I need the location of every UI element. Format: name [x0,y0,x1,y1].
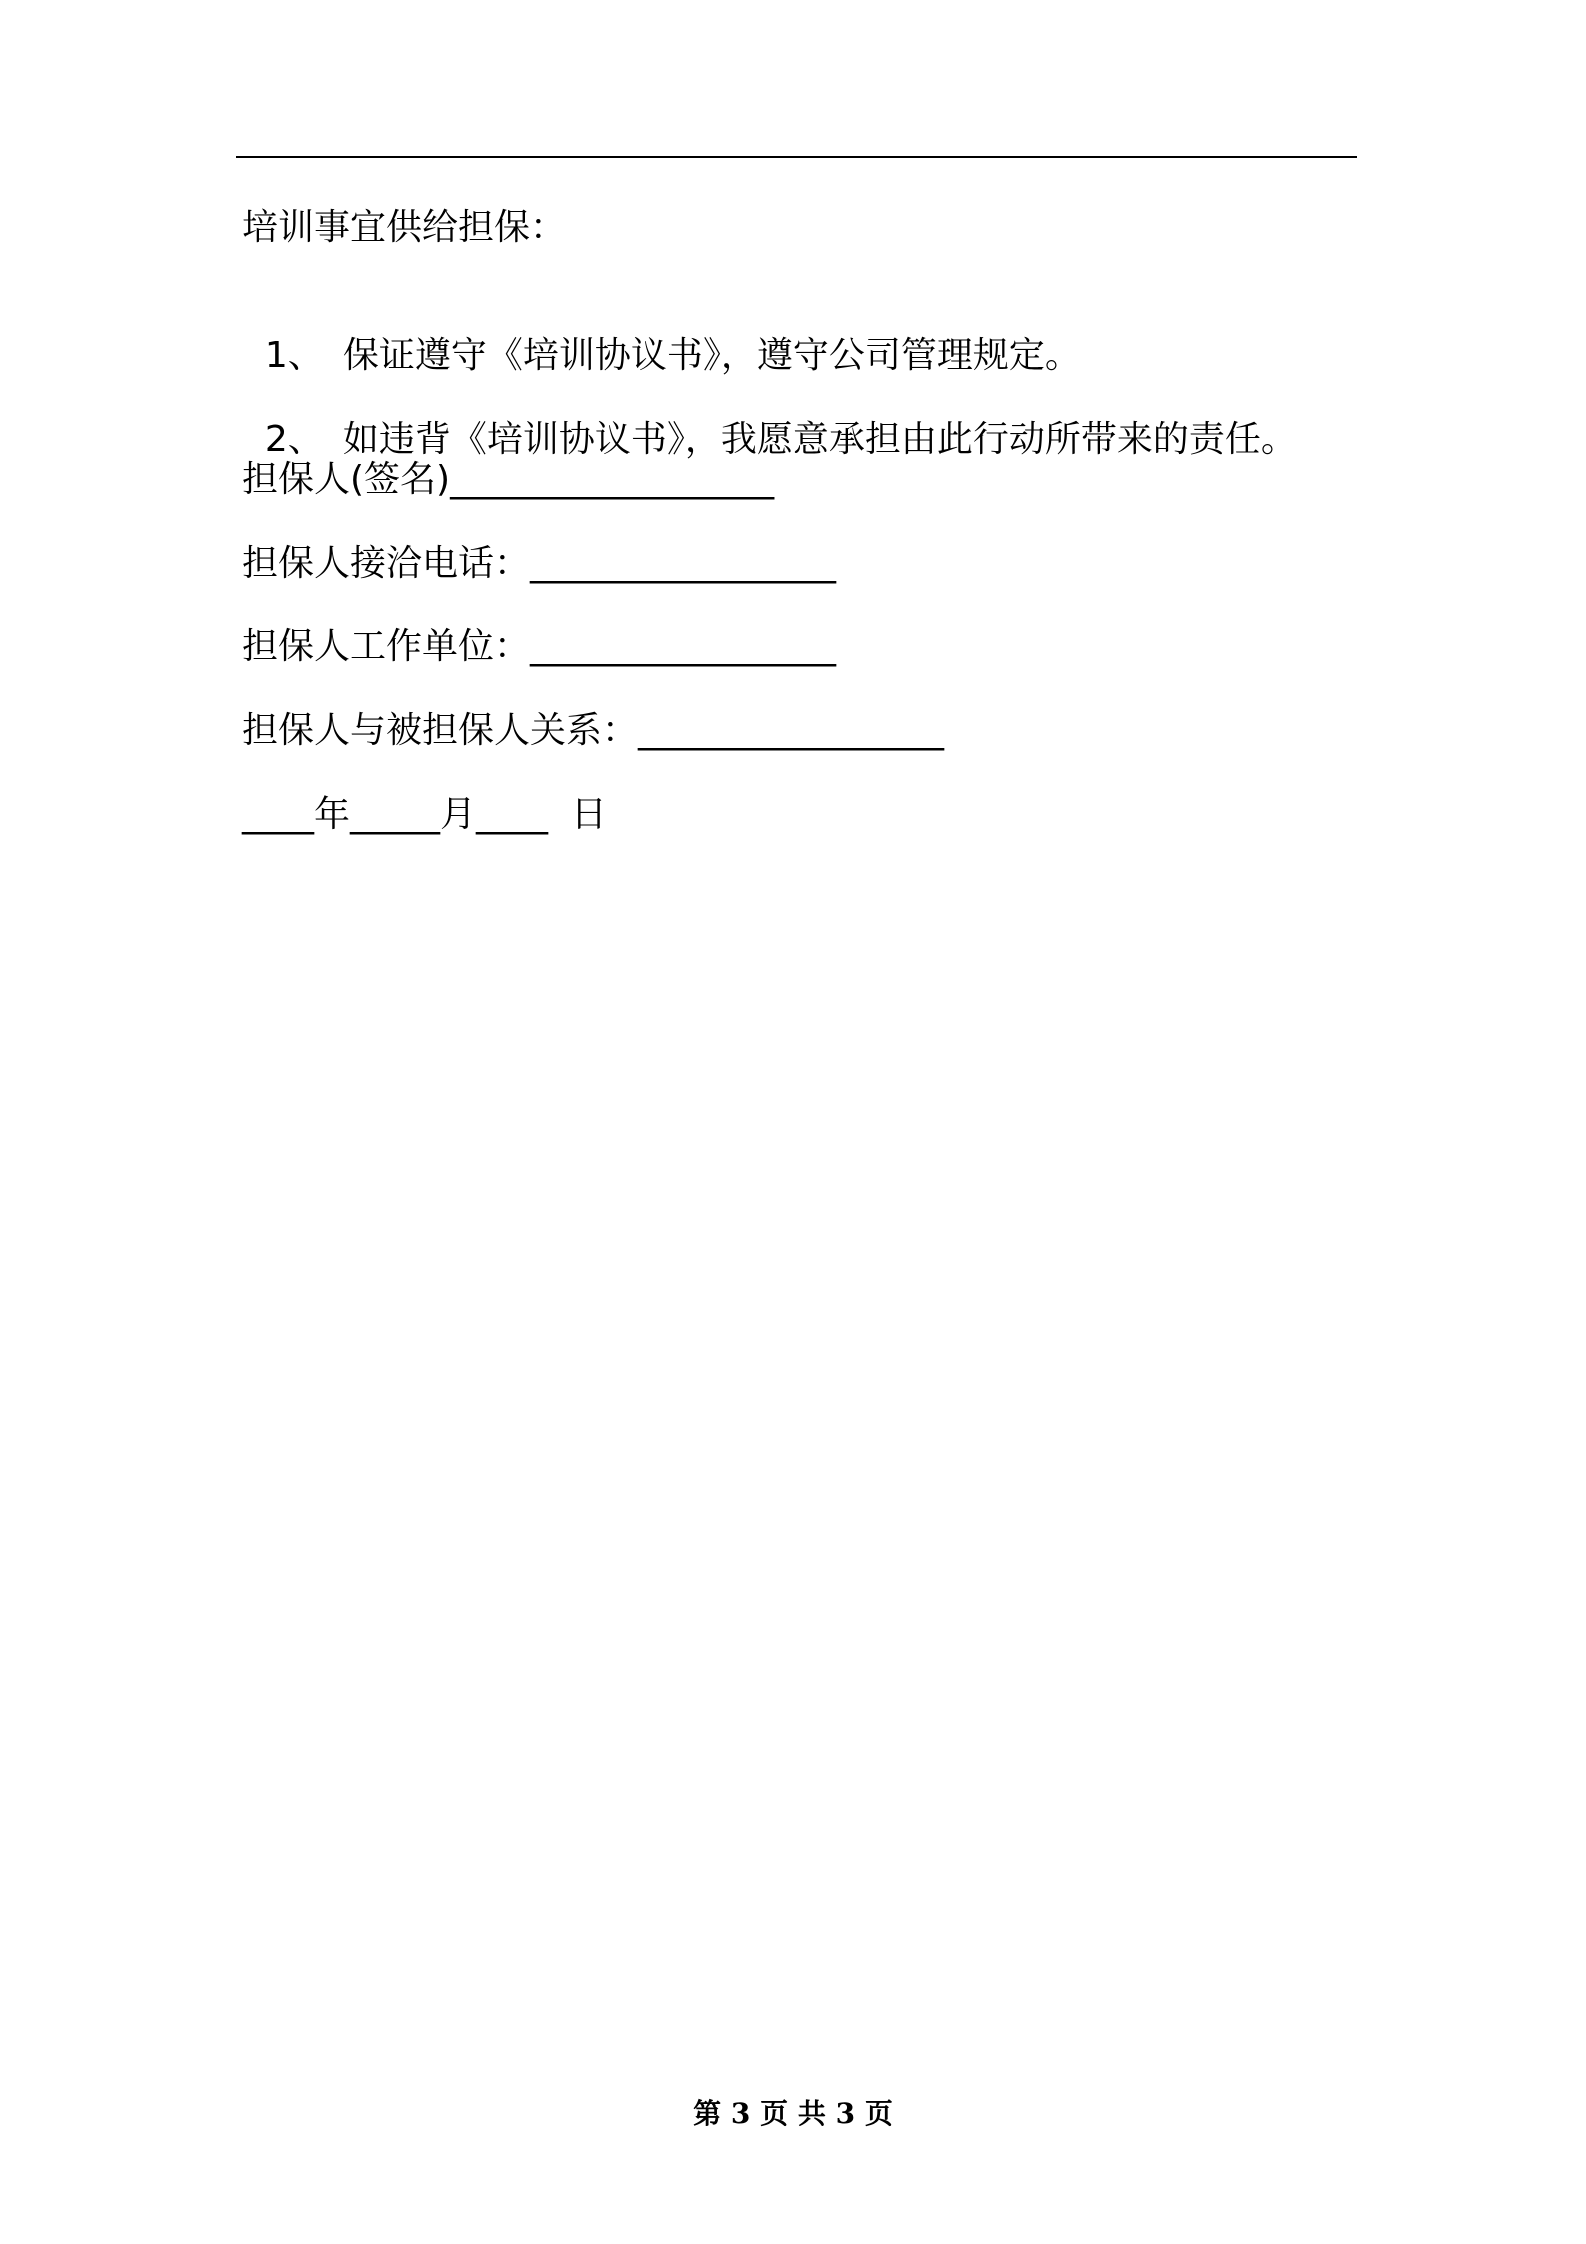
list-item-number: 1、 [264,335,324,376]
list-item-number: 2、 [264,419,324,460]
date-line: ____年_____月____ 日 [242,794,607,835]
phone-field: 担保人接洽电话：_________________ [242,543,837,584]
relation-field: 担保人与被担保人关系：_________________ [242,710,945,751]
list-item [242,374,1297,462]
list-item-text: 如违背《培训协议书》，我愿意承担由此行动所带来的责任。 [342,419,1297,460]
signature-field: 担保人(签名)__________________ [242,459,775,500]
list-item-text: 保证遵守《培训协议书》，遵守公司管理规定。 [342,335,1081,376]
page-footer: 第 3 页 共 3 页 [693,2097,893,2130]
list-item [242,290,1081,378]
intro-line: 培训事宜供给担保： [242,207,567,248]
header-rule [236,156,1357,158]
workplace-field: 担保人工作单位：_________________ [242,626,837,667]
